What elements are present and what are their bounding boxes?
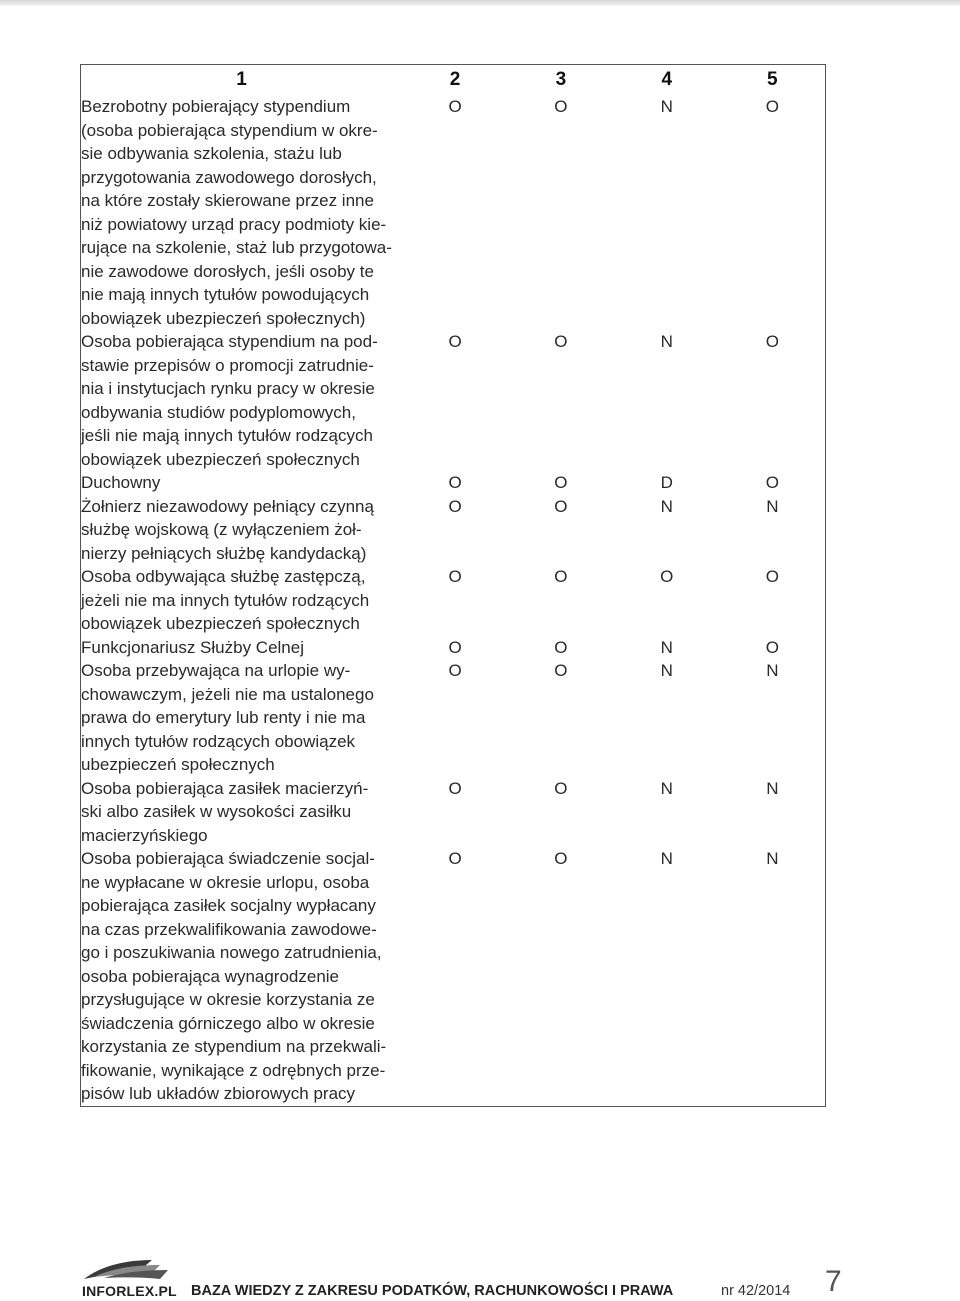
table-row [81,330,826,471]
description-line: nierzy pełniących służbę kandydacką) [81,543,367,563]
top-edge-bar [0,0,960,6]
description-line: obowiązek ubezpieczeń społecznych) [81,308,366,328]
logo-wordmark: INFORLEX.PL [82,1283,177,1299]
description-line: osoba pobierająca wynagrodzenie [81,966,340,986]
description-line: Osoba odbywająca służbę zastępczą, [81,567,366,586]
description-line: obowiązek ubezpieczeń społecznych [81,449,360,469]
description-line: Osoba przebywająca na urlopie wy- [81,661,351,680]
table-row [81,95,826,330]
table-header-row [81,65,826,96]
row-description [81,95,403,330]
description-line: jeżeli nie ma innych tytułów rodzących [81,590,370,610]
description-line: Duchowny [81,473,161,492]
row-description [81,495,403,566]
row-value-col-3: O [554,661,568,680]
description-line: na które zostały skierowane przez inne [81,191,374,210]
column-header: 4 [661,69,673,91]
row-value-col-3: O [554,849,568,868]
description-line: korzystania ze stypendium na przekwali- [81,1037,387,1056]
column-header: 1 [236,69,247,91]
row-value-col-2: O [448,661,462,680]
row-value-col-2: O [448,473,462,492]
description-line: niż powiatowy urząd pracy podmioty kie- [81,214,387,234]
description-line: świadczenia górniczego albo w okresie [81,1013,375,1033]
table-body [81,95,826,1106]
description-line: Funkcjonariusz Służby Celnej [81,637,304,657]
description-line: pisów lub układów zbiorowych pracy [81,1084,356,1103]
description-line: Osoba pobierająca stypendium na pod- [81,332,378,351]
row-value-col-2: O [448,496,462,516]
description-line: jeśli nie mają innych tytułów rodzących [81,426,373,445]
row-value-col-4: N [660,496,673,516]
row-value-col-2: O [448,778,462,798]
row-value-col-3: O [554,496,568,516]
row-description [81,636,403,660]
table-row [81,659,826,777]
description-line: przygotowania zawodowego dorosłych, [81,167,377,187]
description-line: odbywania studiów podyplomowych, [81,402,356,422]
description-line: chowawczym, jeżeli nie ma ustalonego [81,684,374,704]
page-number: 7 [825,1265,842,1298]
description-line: Bezrobotny pobierający stypendium [81,97,351,116]
row-value-col-2: O [448,637,462,657]
row-value-col-5: N [766,849,779,868]
row-value-col-4: N [660,778,673,798]
row-value-col-2: O [448,567,462,586]
description-line: nia i instytucjach rynku pracy w okresie [81,379,375,398]
insurance-titles-table [80,64,826,1107]
footer-title: BAZA WIEDZY Z ZAKRESU PODATKÓW, RACHUNKOWOŚCI I PRAWA [191,1283,674,1299]
table-row [81,471,826,495]
row-value-col-5: O [765,473,779,492]
page-footer [80,1255,840,1301]
description-line: go i poszukiwania nowego zatrudnienia, [81,943,382,962]
description-line: (osoba pobierająca stypendium w okre- [81,120,378,140]
row-description [81,471,403,495]
description-line: służbę wojskową (z wyłączeniem żoł- [81,520,362,539]
row-description [81,777,403,848]
description-line: przysługujące w okresie korzystania ze [81,990,375,1009]
description-line: fikowanie, wynikające z odrębnych prze- [81,1060,386,1080]
row-value-col-4: O [660,567,674,586]
row-value-col-2: O [448,97,462,116]
description-line: stawie przepisów o promocji zatrudnie- [81,355,374,375]
description-line: ubezpieczeń społecznych [81,755,275,774]
description-line: nie zawodowe dorosłych, jeśli osoby te [81,261,374,281]
table-row [81,777,826,848]
row-value-col-5: O [765,97,779,116]
description-line: obowiązek ubezpieczeń społecznych [81,614,360,633]
row-value-col-3: O [554,637,568,657]
row-value-col-4: N [660,637,673,657]
description-line: rujące na szkolenie, staż lub przygotowa- [81,238,392,257]
table-row [81,495,826,566]
row-description [81,565,403,636]
issue-number: nr 42/2014 [721,1283,791,1299]
row-value-col-4: N [660,97,673,116]
description-line: innych tytułów rodzących obowiązek [81,731,356,751]
description-line: Osoba pobierająca zasiłek macierzyń- [81,778,369,798]
row-value-col-3: O [554,332,568,351]
column-header: 2 [449,69,461,91]
table-row [81,847,826,1106]
description-line: ski albo zasiłek w wysokości zasiłku [81,802,352,821]
row-value-col-4: N [660,661,673,680]
table-row [81,636,826,660]
column-header: 5 [767,69,778,91]
row-description [81,330,403,471]
description-line: pobierająca zasiłek socjalny wypłacany [81,896,376,915]
row-value-col-5: N [766,661,779,680]
row-value-col-3: O [554,778,568,798]
description-line: nie mają innych tytułów powodujących [81,285,370,304]
description-line: prawa do emerytury lub renty i nie ma [81,708,366,727]
row-description [81,659,403,777]
description-line: Osoba pobierająca świadczenie socjal- [81,849,375,868]
row-value-col-4: D [660,473,673,492]
row-value-col-5: O [765,637,779,657]
row-value-col-3: O [554,97,568,116]
row-value-col-2: O [448,332,462,351]
description-line: sie odbywania szkolenia, stażu lub [81,144,342,163]
row-value-col-4: N [660,332,673,351]
row-value-col-2: O [448,849,462,868]
row-value-col-3: O [554,567,568,586]
column-header: 3 [555,69,567,91]
row-value-col-4: N [660,849,673,868]
description-line: Żołnierz niezawodowy pełniący czynną [81,496,374,516]
description-line: macierzyńskiego [81,825,208,845]
row-value-col-3: O [554,473,568,492]
row-description [81,847,403,1106]
row-value-col-5: O [765,567,779,586]
description-line: na czas przekwalifikowania zawodowe- [81,919,377,939]
row-value-col-5: N [766,496,779,516]
description-line: ne wypłacane w okresie urlopu, osoba [81,872,370,892]
row-value-col-5: N [766,778,779,798]
row-value-col-5: O [765,332,779,351]
table-row [81,565,826,636]
